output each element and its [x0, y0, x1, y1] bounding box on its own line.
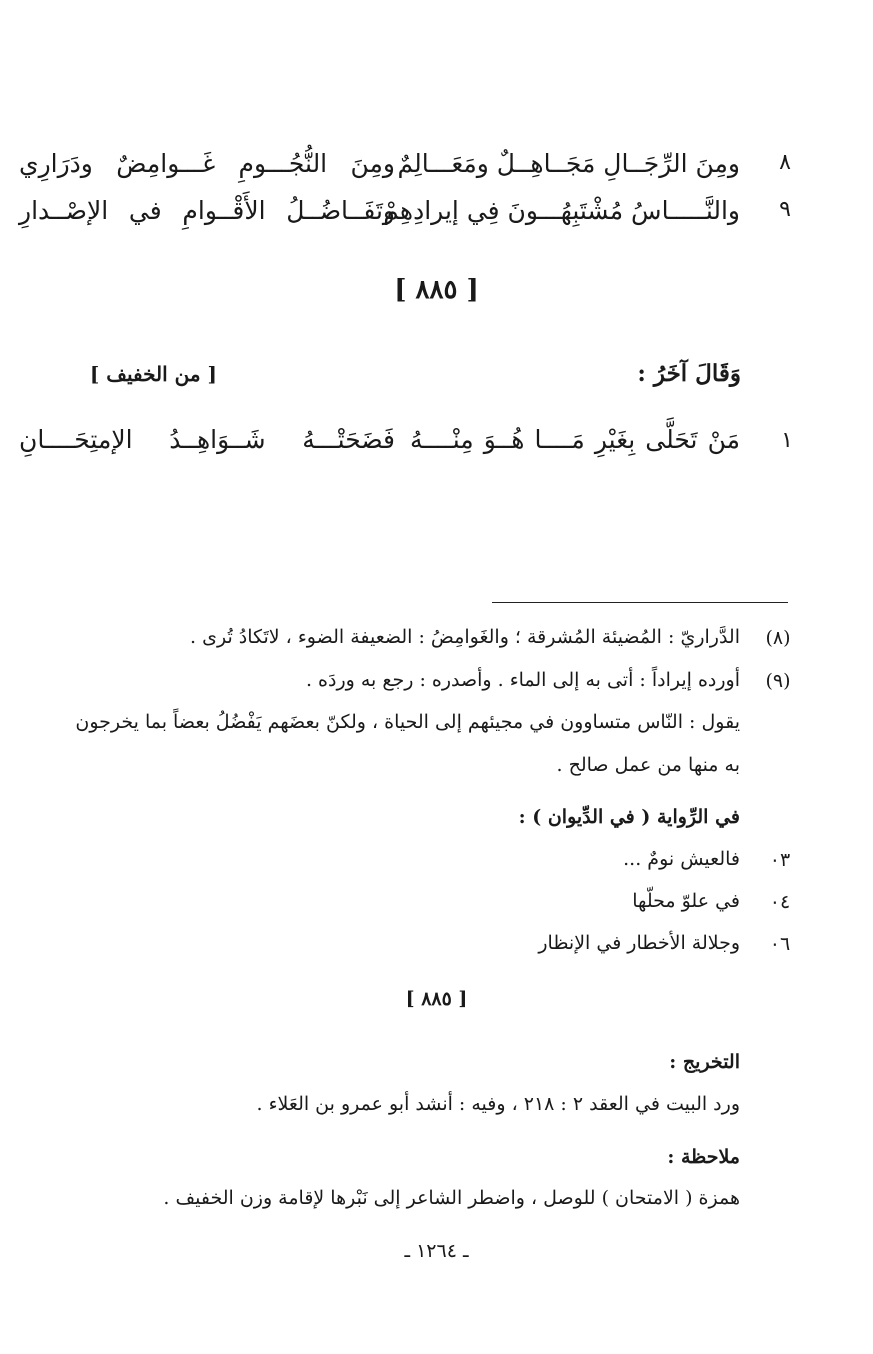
verse-second-hemistich: وتَفَــاضُــلُ الأَقْــوامِ في الإصْــدارِ [19, 196, 395, 225]
takhrij-text: ورد البيت في العقد ٢ : ٢١٨ ، وفيه : أنشد أبو عمرو بن العَلاء . [256, 1093, 740, 1115]
verse-number: ٨ [779, 150, 791, 175]
verse-second-hemistich: فَضَحَتْـــهُ شَــوَاهِــدُ الإمتِحَــــانِ [19, 425, 395, 454]
verse-number: ٩ [779, 197, 791, 222]
poem-meter: [ من الخفيف ] [89, 362, 217, 386]
verse-number: ١ [781, 428, 793, 453]
takhrij-heading: التخريج : [669, 1051, 740, 1073]
variant-text: في علوّ محلّها [632, 890, 740, 912]
note-number: (٩) [765, 670, 791, 692]
variant-number: ٠٤ [769, 891, 791, 913]
variant-text: فالعيش نومٌ ... [623, 848, 740, 870]
note-number: (٨) [765, 627, 791, 649]
riwaya-heading: في الرِّواية ( في الدِّيوان ) : [518, 806, 740, 828]
poem-number: [ ٨٨٥ ] [394, 275, 479, 305]
mulahaza-heading: ملاحظة : [667, 1146, 740, 1168]
verse-first-hemistich: ومِنَ الرِّجَــالِ مَجَــاهِــلٌ ومَعَـــالِمٌ [397, 149, 740, 178]
mulahaza-text: همزة ( الامتحان ) للوصل ، واضطر الشاعر إلى نَبْرها لإقامة وزن الخفيف . [163, 1187, 740, 1209]
explanation-text: يقول : النّاس متساوون في مجيئهم إلى الحياة ، ولكنّ بعضَهم يَفْضُلُ بعضاً بما يخرجون [75, 711, 740, 733]
variant-text: وجلالة الأخطار في الإنظار [538, 932, 740, 954]
note-text: أورده إيراداً : أتى به إلى الماء . وأصدره : رجع به وردَه . [305, 669, 740, 691]
note-text: الدَّراريّ : المُضيئة المُشرقة ؛ والغَوامِضُ : الضعيفة الضوء ، لاتَكادُ تُرى . [190, 626, 740, 648]
variant-number: ٠٦ [769, 933, 791, 955]
explanation-text: به منها من عمل صالح . [556, 754, 740, 776]
note-poem-number: [ ٨٨٥ ] [405, 988, 468, 1010]
verse-second-hemistich: ومِنَ النُّجُـــومِ غَـــوامِضٌ ودَرَارِي [19, 149, 395, 178]
footnote-separator [492, 602, 788, 603]
verse-first-hemistich: مَنْ تَحَلَّى بِغَيْرِ مَــــا هُــوَ مِنْــــهُ [410, 425, 740, 454]
verse-first-hemistich: والنَّـــــاسُ مُشْتَبِهُـــونَ فِي إيرادِهِمْ [383, 196, 740, 225]
page-number: ـ ١٢٦٤ ـ [404, 1240, 469, 1262]
variant-number: ٠٣ [769, 849, 791, 871]
poem-intro: وَقَالَ آخَرُ : [637, 360, 741, 387]
